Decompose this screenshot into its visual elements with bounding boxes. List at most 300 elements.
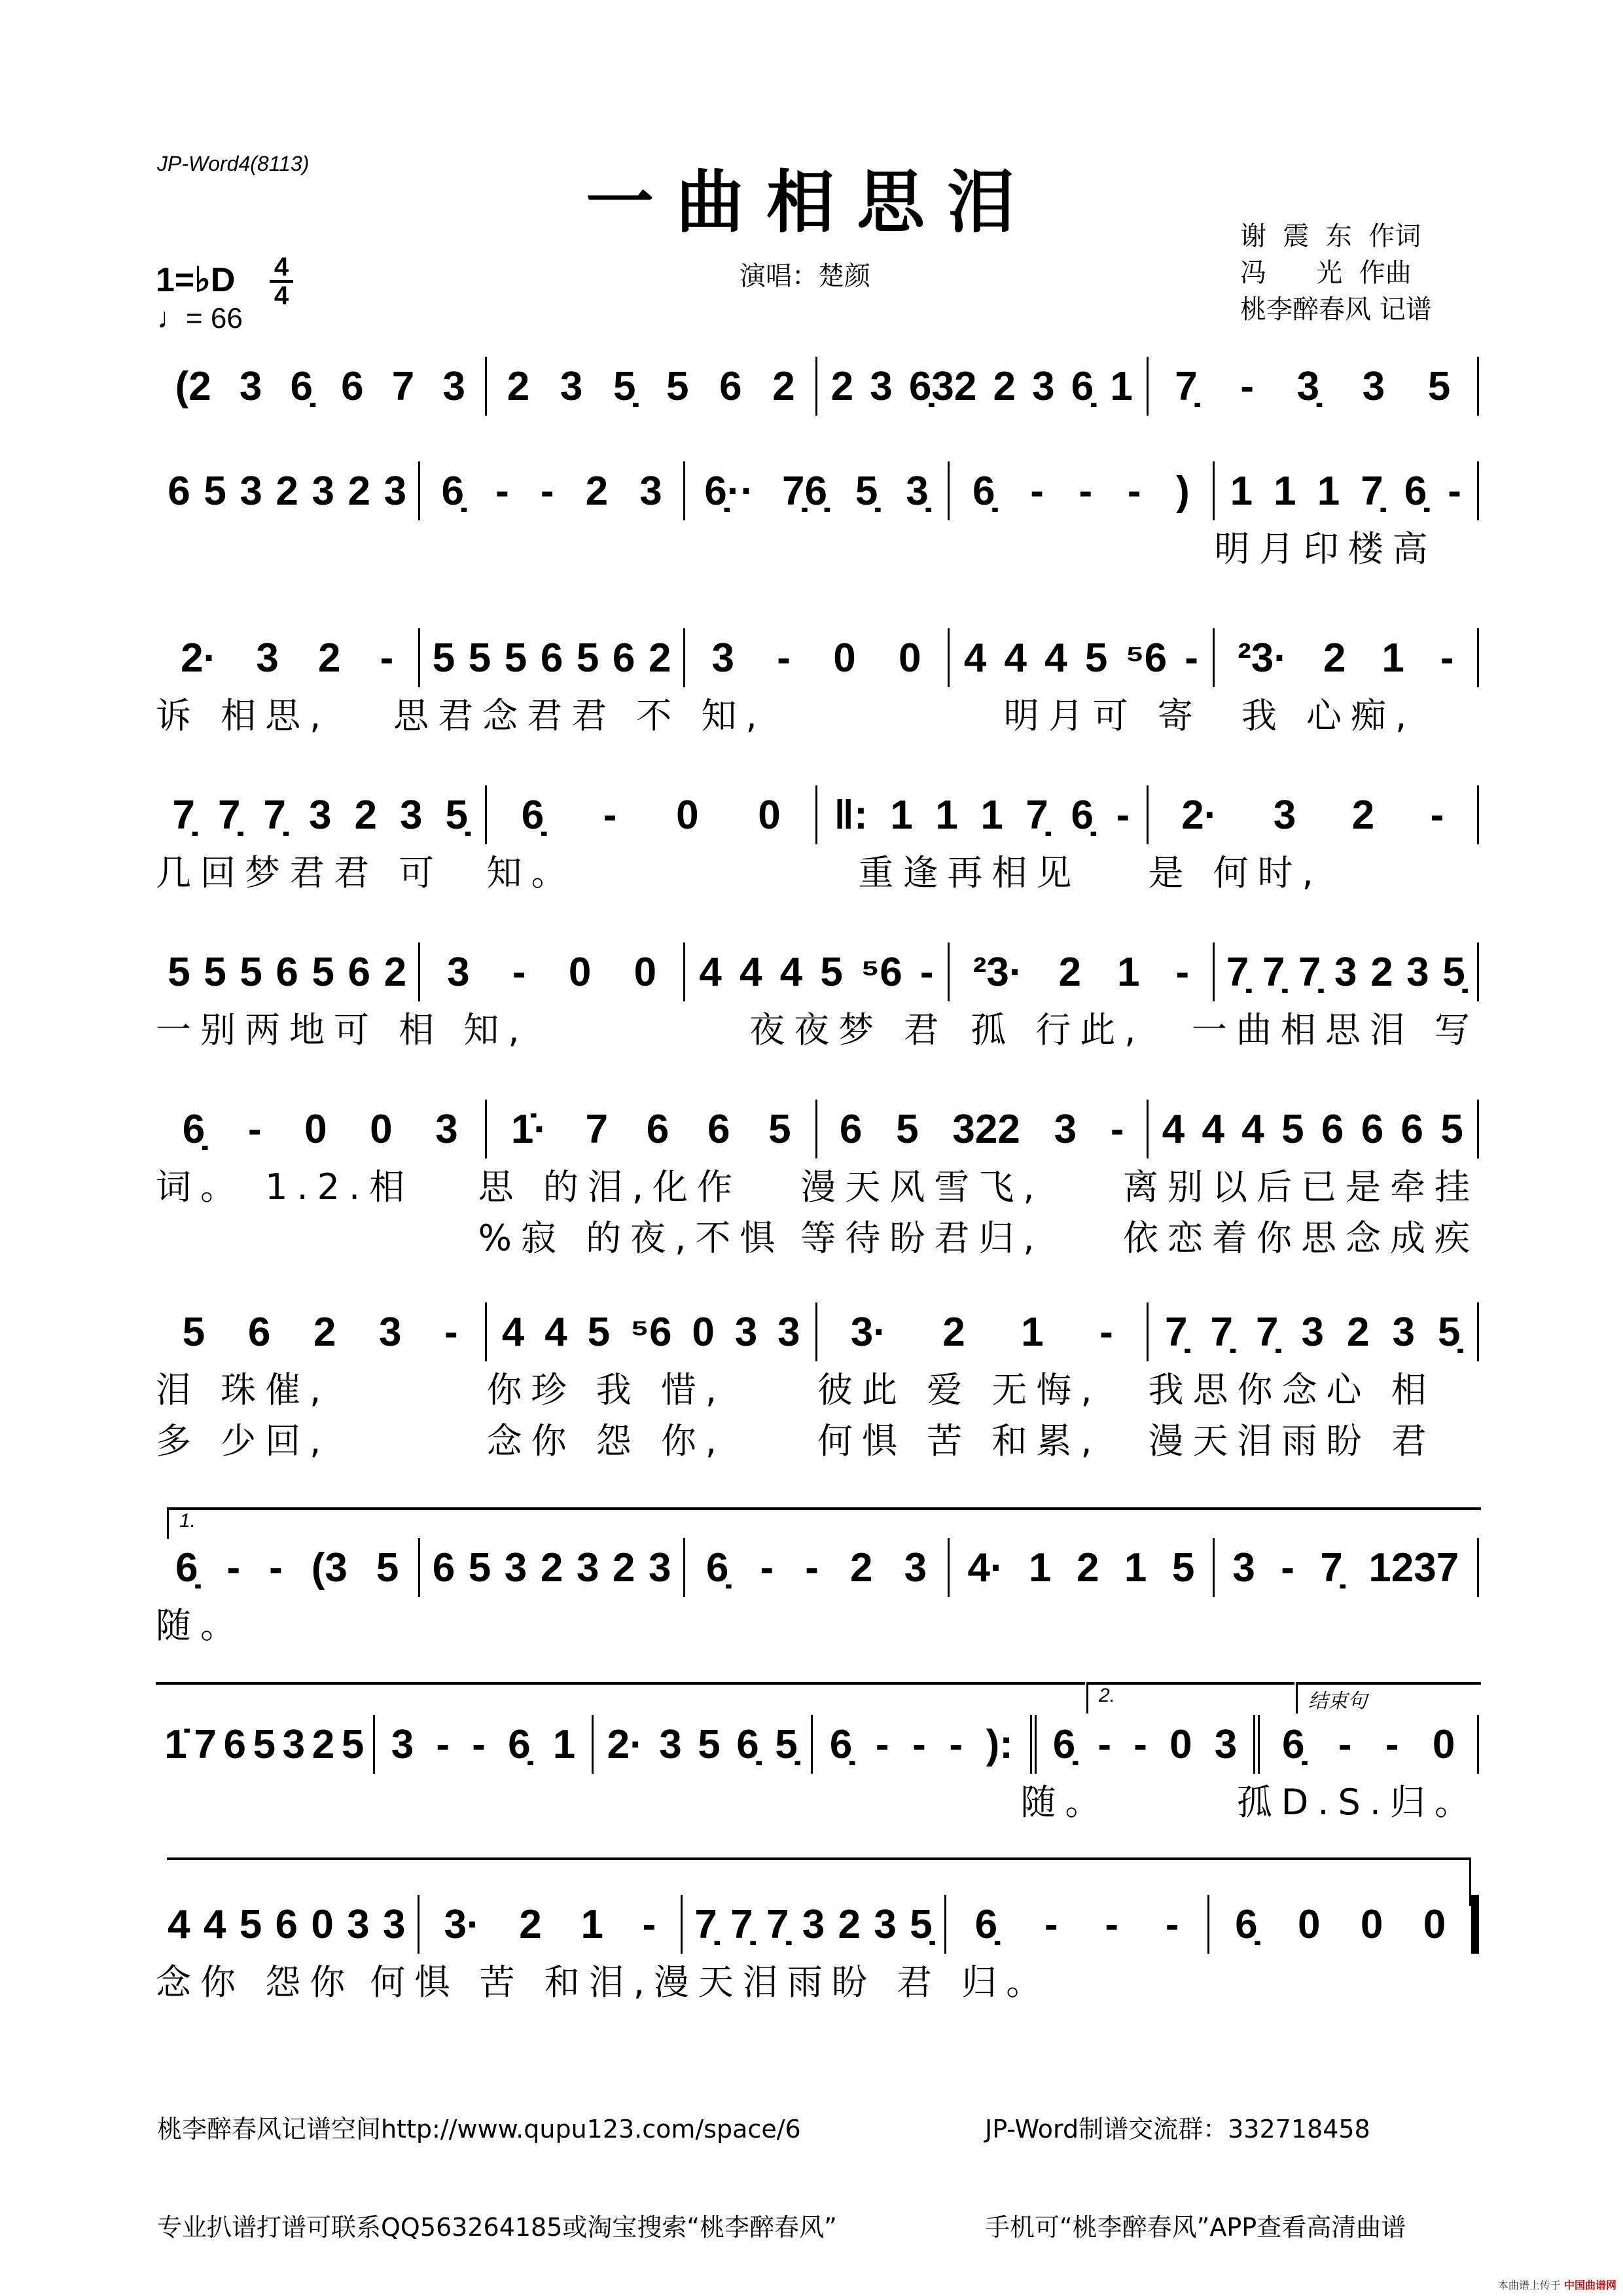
footer-group: JP-Word制谱交流群：332718458 <box>985 2115 1370 2144</box>
note: 3 <box>1214 1721 1238 1767</box>
note: 4 <box>1044 635 1067 681</box>
note: 0 <box>568 949 592 995</box>
note: 3· <box>444 1901 480 1947</box>
note: 3 <box>256 635 279 681</box>
note: - <box>436 1721 450 1767</box>
note: - <box>875 1721 889 1767</box>
note: 7 <box>391 363 415 409</box>
note: 5 <box>820 949 843 995</box>
note: 3 <box>240 468 262 514</box>
note: 3̣ <box>1296 363 1320 409</box>
notes-line <box>156 1100 1479 1158</box>
note: 5 <box>1427 363 1451 409</box>
note: ²3· <box>1238 635 1287 681</box>
lyric-text: 念你 怨你 <box>156 1961 355 2003</box>
note: 3 <box>1392 1309 1415 1355</box>
time-denominator: 4 <box>274 281 289 310</box>
note: - <box>1165 1901 1179 1947</box>
lyric-text: %寂 的夜,不惧 <box>478 1217 785 1259</box>
note: 5 <box>168 949 190 995</box>
notes-line <box>156 1538 1479 1597</box>
notes-line <box>156 1715 1479 1774</box>
note: 0 <box>370 1106 393 1152</box>
lyrics-line <box>156 520 1479 571</box>
lyric-text: 一别两地可 相 知, <box>156 1009 529 1050</box>
measure <box>156 785 487 844</box>
notes-line <box>156 785 1479 844</box>
note: - <box>1430 792 1444 838</box>
note: 6 <box>540 635 563 681</box>
note: 7̣ <box>1361 468 1383 514</box>
measure <box>817 785 1149 844</box>
measure <box>685 461 950 520</box>
note: - <box>919 949 934 995</box>
lyrics-line <box>156 1158 1479 1210</box>
note: 0 <box>833 635 856 681</box>
lyric-text: 念你 怨 你, <box>486 1420 726 1462</box>
note: 2· <box>1181 792 1218 838</box>
note: 3 <box>870 363 893 409</box>
measure <box>420 628 685 687</box>
footer-left <box>157 2047 837 2276</box>
note: 6̣ <box>290 363 313 409</box>
note: 5̣ <box>1442 949 1465 995</box>
note: ) <box>1176 468 1190 514</box>
note: 3 <box>400 792 423 838</box>
lyrics-line <box>156 1361 1479 1412</box>
measure <box>817 357 1149 416</box>
note: - <box>512 949 526 995</box>
note: 6 <box>719 363 742 409</box>
note: 2 <box>942 1309 965 1355</box>
measure <box>487 785 818 844</box>
note: 5̣ <box>910 1901 933 1947</box>
lyric-text: 夜夜梦 君 <box>749 1009 948 1050</box>
note: 2 <box>1076 1545 1099 1590</box>
note: 3 <box>734 1309 758 1355</box>
note: - <box>226 1545 241 1590</box>
note: 3 <box>576 1545 599 1590</box>
measure <box>685 942 950 1001</box>
lyric-text: 重逢再相见 <box>817 852 1081 893</box>
measure <box>1037 1715 1260 1774</box>
measure <box>156 1538 420 1597</box>
note: 0 <box>311 1901 334 1947</box>
measure <box>156 1715 375 1774</box>
second-ending-bracket <box>1086 1682 1294 1713</box>
note: 3 <box>347 1901 370 1947</box>
note: 0 <box>899 635 921 681</box>
first-ending-label: 1. <box>179 1510 196 1532</box>
note: 3 <box>648 1545 671 1590</box>
lyric-text: 知。 <box>486 852 576 893</box>
measure <box>487 1302 818 1361</box>
note: 4 <box>1241 1106 1264 1152</box>
lyric-text: 思 的泪,化作 <box>478 1166 742 1208</box>
note: 5̣ <box>613 363 636 409</box>
note: 2 <box>318 635 341 681</box>
measure <box>156 628 420 687</box>
note: 1̇ <box>164 1721 187 1767</box>
note: 1 <box>1029 1545 1052 1590</box>
note: - <box>1116 792 1130 838</box>
lyrics-line <box>156 687 1479 738</box>
note: 4 <box>203 1901 226 1947</box>
note: 6̣ <box>1071 792 1094 838</box>
measure <box>156 461 420 520</box>
notes-line <box>156 1302 1479 1361</box>
note: 6̣ <box>829 1721 853 1767</box>
note: 5̣ <box>445 792 468 838</box>
note: (3 <box>311 1545 348 1590</box>
measure <box>817 1100 1149 1158</box>
note: 5 <box>1171 1545 1195 1590</box>
note: 3 <box>382 1901 406 1947</box>
note: 2 <box>648 635 671 681</box>
note: - <box>1105 1901 1119 1947</box>
measure <box>1149 1100 1480 1158</box>
note: 5 <box>468 1545 491 1590</box>
score-row <box>156 1895 1479 2005</box>
note: 5 <box>1084 635 1108 681</box>
measure <box>1215 461 1479 520</box>
note: - <box>1099 1309 1113 1355</box>
note: 5 <box>1281 1106 1304 1152</box>
note: 1 <box>1124 1545 1147 1590</box>
coda-bracket <box>167 1857 1471 1906</box>
footer-contact: 专业扒谱打谱可联系QQ563264185或淘宝搜索“桃李醉春风” <box>157 2213 837 2242</box>
second-ending-label: 2. <box>1099 1685 1116 1706</box>
note: - <box>380 635 394 681</box>
note: - <box>1110 1106 1124 1152</box>
footer-right <box>985 2047 1406 2276</box>
note: 1237 <box>1368 1545 1459 1590</box>
note: 6̣ <box>182 1106 205 1152</box>
note: - <box>1079 468 1093 514</box>
measure <box>685 1538 950 1597</box>
note: 4 <box>779 949 803 995</box>
note: 4 <box>1162 1106 1185 1152</box>
note: 3 <box>904 1545 927 1590</box>
note: 5 <box>312 949 334 995</box>
note: - <box>1385 1721 1399 1767</box>
measure <box>1149 785 1480 844</box>
note: 5 <box>504 635 527 681</box>
note: 4 <box>740 949 762 995</box>
note: 1 <box>1021 1309 1044 1355</box>
note: 1 <box>1110 363 1133 409</box>
note: 0 <box>1297 1901 1321 1947</box>
note: 5 <box>768 1106 791 1152</box>
note: 4 <box>501 1309 525 1355</box>
note: 3 <box>282 1721 306 1767</box>
note: - <box>1240 363 1254 409</box>
note: 5 <box>204 949 226 995</box>
lyric-text: 孤 行此, <box>971 1009 1145 1050</box>
note: 3̣ <box>906 468 929 514</box>
lyric-text: 随。 <box>156 1604 245 1646</box>
note: 3 <box>504 1545 527 1590</box>
note: 6̣ <box>972 468 995 514</box>
notes-line <box>156 461 1479 520</box>
lyric-text: 依恋着你思念成疾 <box>1123 1217 1480 1259</box>
note: 6̣ <box>521 792 544 838</box>
note: ‖: <box>834 792 868 838</box>
note: 5 <box>204 468 226 514</box>
note: 2 <box>1347 1309 1370 1355</box>
watermark-site: 中国曲谱网 <box>1563 2279 1616 2291</box>
note: 6̣ <box>705 1545 729 1590</box>
lyric-text: 漫天风雪飞, <box>800 1166 1044 1208</box>
note: - <box>444 1309 458 1355</box>
note: 5 <box>341 1721 365 1767</box>
transcriber-credit: 桃李醉春风 记谱 <box>1240 295 1432 325</box>
lyrics-line <box>156 1774 1479 1825</box>
note: 3 <box>447 949 470 995</box>
composer-credit: 冯 光 作曲 <box>1240 258 1412 288</box>
note: - <box>805 1545 819 1590</box>
watermark-prefix: 本曲谱上传于 <box>1497 2279 1561 2291</box>
note: 2· <box>181 635 217 681</box>
note: 5 <box>240 949 262 995</box>
note: 3 <box>435 1106 458 1152</box>
lyricist-credit: 谢 震 东 作词 <box>1240 221 1421 251</box>
note: 1 <box>1116 949 1140 995</box>
score-row <box>156 628 1479 738</box>
note: 1 <box>552 1721 576 1767</box>
note: 2 <box>1351 792 1375 838</box>
measure <box>950 628 1214 687</box>
notes-line <box>156 357 1479 416</box>
note: 7̣ <box>1262 949 1285 995</box>
note: 3 <box>777 1309 800 1355</box>
note: 7̣ <box>694 1901 717 1947</box>
note: ²3· <box>972 949 1023 995</box>
score-row <box>156 942 1479 1052</box>
note: 7̣ <box>1210 1309 1233 1355</box>
lyrics-line <box>156 1954 1479 2005</box>
note: 6 <box>247 1309 271 1355</box>
note: 4 <box>1202 1106 1224 1152</box>
note: 3 <box>1362 363 1385 409</box>
first-ending-bracket <box>167 1507 1481 1539</box>
note: - <box>1185 635 1198 681</box>
note: 1 <box>580 1901 603 1947</box>
note: 6̣ <box>1071 363 1094 409</box>
measure <box>817 1302 1149 1361</box>
measure <box>420 942 685 1001</box>
note: 7̣ <box>172 792 195 838</box>
note: 1 <box>1230 468 1253 514</box>
note: 5̣ <box>775 1721 798 1767</box>
note: 7 <box>194 1721 217 1767</box>
note: 1 <box>1317 468 1340 514</box>
footer-website: 桃李醉春风记谱空间http://www.qupu123.com/space/6 <box>157 2115 801 2144</box>
note: 7̣ <box>1256 1309 1279 1355</box>
note: 3 <box>1273 792 1296 838</box>
lyric-text: 泪 珠催, <box>156 1369 330 1410</box>
note: 3 <box>1032 363 1055 409</box>
note: 3 <box>711 635 734 681</box>
note: - <box>642 1901 656 1947</box>
score-row <box>156 357 1479 416</box>
singer-label: 演唱：楚颜 <box>740 261 870 291</box>
note: 3 <box>874 1901 897 1947</box>
note: 5 <box>896 1106 919 1152</box>
note: 2 <box>348 468 370 514</box>
note: - <box>1175 949 1190 995</box>
measure <box>487 357 818 416</box>
note: 3 <box>442 363 465 409</box>
note: 6̣ <box>175 1545 198 1590</box>
software-label: JP-Word4(8113) <box>157 152 310 175</box>
time-numerator: 4 <box>274 253 289 281</box>
lyric-text: 孤D.S.归。 <box>1236 1781 1479 1823</box>
note: 7̣ <box>1226 949 1249 995</box>
note: - <box>1440 635 1454 681</box>
note: 6 <box>223 1721 246 1767</box>
note: 3 <box>639 468 662 514</box>
lyric-text: 诉 相思, <box>156 694 330 736</box>
credits <box>1240 218 1432 328</box>
note: 2 <box>313 1309 336 1355</box>
note: - <box>495 468 509 514</box>
note: 5 <box>666 363 689 409</box>
note: 6̣ <box>974 1901 998 1947</box>
lyrics-line <box>156 844 1479 895</box>
note: 1̇· <box>510 1106 547 1152</box>
note: 6 <box>1361 1106 1384 1152</box>
note: 7̣ <box>263 792 286 838</box>
note: 6̣ <box>1404 468 1427 514</box>
lyrics-line <box>156 1412 1479 1463</box>
note: 6̣ <box>508 1721 531 1767</box>
measure <box>1260 1715 1479 1774</box>
note: 2 <box>850 1545 873 1590</box>
note: 6̣·· <box>704 468 755 514</box>
note: 2 <box>585 468 609 514</box>
note: 4 <box>168 1901 190 1947</box>
note: 6̣ <box>1052 1721 1076 1767</box>
note: 0 <box>692 1309 715 1355</box>
note: 6̣ <box>736 1721 759 1767</box>
lyric-text: 几回梦君君 可 <box>156 852 444 893</box>
note: 6 <box>432 1545 455 1590</box>
measure <box>1215 1538 1479 1597</box>
note: 7̣ <box>730 1901 753 1947</box>
song-title: 一曲相思泪 <box>585 162 1037 242</box>
note: 5 <box>468 635 491 681</box>
note: 6̣ <box>1235 1901 1258 1947</box>
note: 2 <box>830 363 854 409</box>
note: 2 <box>838 1901 861 1947</box>
measure <box>950 942 1214 1001</box>
note: 4· <box>967 1545 1004 1590</box>
note: 6 <box>612 635 635 681</box>
note: - <box>760 1545 774 1590</box>
lyric-text: 漫天泪雨盼 君 归。 <box>653 1961 1051 2003</box>
note: - <box>1127 468 1141 514</box>
lyric-text: 多 少回, <box>156 1420 330 1462</box>
lyric-text: 漫天泪雨盼 君 <box>1148 1420 1436 1462</box>
measure <box>156 942 420 1001</box>
note: 3 <box>383 468 407 514</box>
note: 0 <box>304 1106 327 1152</box>
note: 2 <box>519 1901 542 1947</box>
note: 322 <box>952 1106 1020 1152</box>
measure <box>685 628 950 687</box>
note: 7̣ <box>1175 363 1198 409</box>
note: 0 <box>1423 1901 1446 1947</box>
note: 7̣ <box>1298 949 1321 995</box>
lyric-text: 词。 1.2.相 <box>156 1166 414 1208</box>
note: 3 <box>239 363 262 409</box>
note: 7̣ <box>1320 1545 1343 1590</box>
note: 6 <box>1400 1106 1424 1152</box>
note: 2 <box>612 1545 635 1590</box>
measure <box>950 461 1214 520</box>
note: 2 <box>312 1721 335 1767</box>
note: 1 <box>890 792 913 838</box>
note: 4 <box>963 635 987 681</box>
note: 3 <box>378 1309 402 1355</box>
note: 2 <box>772 363 795 409</box>
note: 5 <box>239 1901 262 1947</box>
note: - <box>1133 1721 1147 1767</box>
note: 1 <box>1274 468 1296 514</box>
note: - <box>1281 1545 1294 1590</box>
note: 0 <box>1432 1721 1455 1767</box>
note: 1 <box>935 792 958 838</box>
lyrics-line <box>156 1210 1479 1261</box>
note: 2 <box>1323 635 1346 681</box>
measure <box>813 1715 1037 1774</box>
note: 7 <box>585 1106 609 1152</box>
note: ⁵6 <box>630 1309 672 1355</box>
key-signature: 1=♭D <box>156 261 236 299</box>
note: 3 <box>560 363 583 409</box>
note: (2 <box>175 363 211 409</box>
note: - <box>912 1721 926 1767</box>
lyric-text: 离别以后已是牵挂 <box>1123 1166 1480 1208</box>
note: 4 <box>544 1309 567 1355</box>
score-row <box>156 1715 1479 1825</box>
note: 6 <box>348 949 370 995</box>
note: 0 <box>1360 1901 1383 1947</box>
lyric-text: 我 心痴, <box>1241 694 1416 736</box>
note: 5 <box>587 1309 611 1355</box>
tempo-marking: ♩= 66 <box>157 302 243 334</box>
note: - <box>1044 1901 1058 1947</box>
note: 6 <box>276 949 298 995</box>
score-row <box>156 461 1479 571</box>
note: 6̣32 <box>908 363 977 409</box>
note: 2 <box>1058 949 1081 995</box>
note: 2 <box>993 363 1016 409</box>
note: 3 <box>312 468 334 514</box>
note: 7̣ <box>1026 792 1048 838</box>
lyric-text: 明月可 寄 <box>1003 694 1202 736</box>
note: - <box>540 468 554 514</box>
measure <box>156 1100 487 1158</box>
lyrics-line <box>156 1001 1479 1052</box>
lyric-text: 思君念君君 不 知, <box>393 694 766 736</box>
note: - <box>1030 468 1044 514</box>
note: 4 <box>1004 635 1027 681</box>
note: 0 <box>676 792 699 838</box>
score-row <box>156 1538 1479 1648</box>
measure <box>1149 357 1480 416</box>
